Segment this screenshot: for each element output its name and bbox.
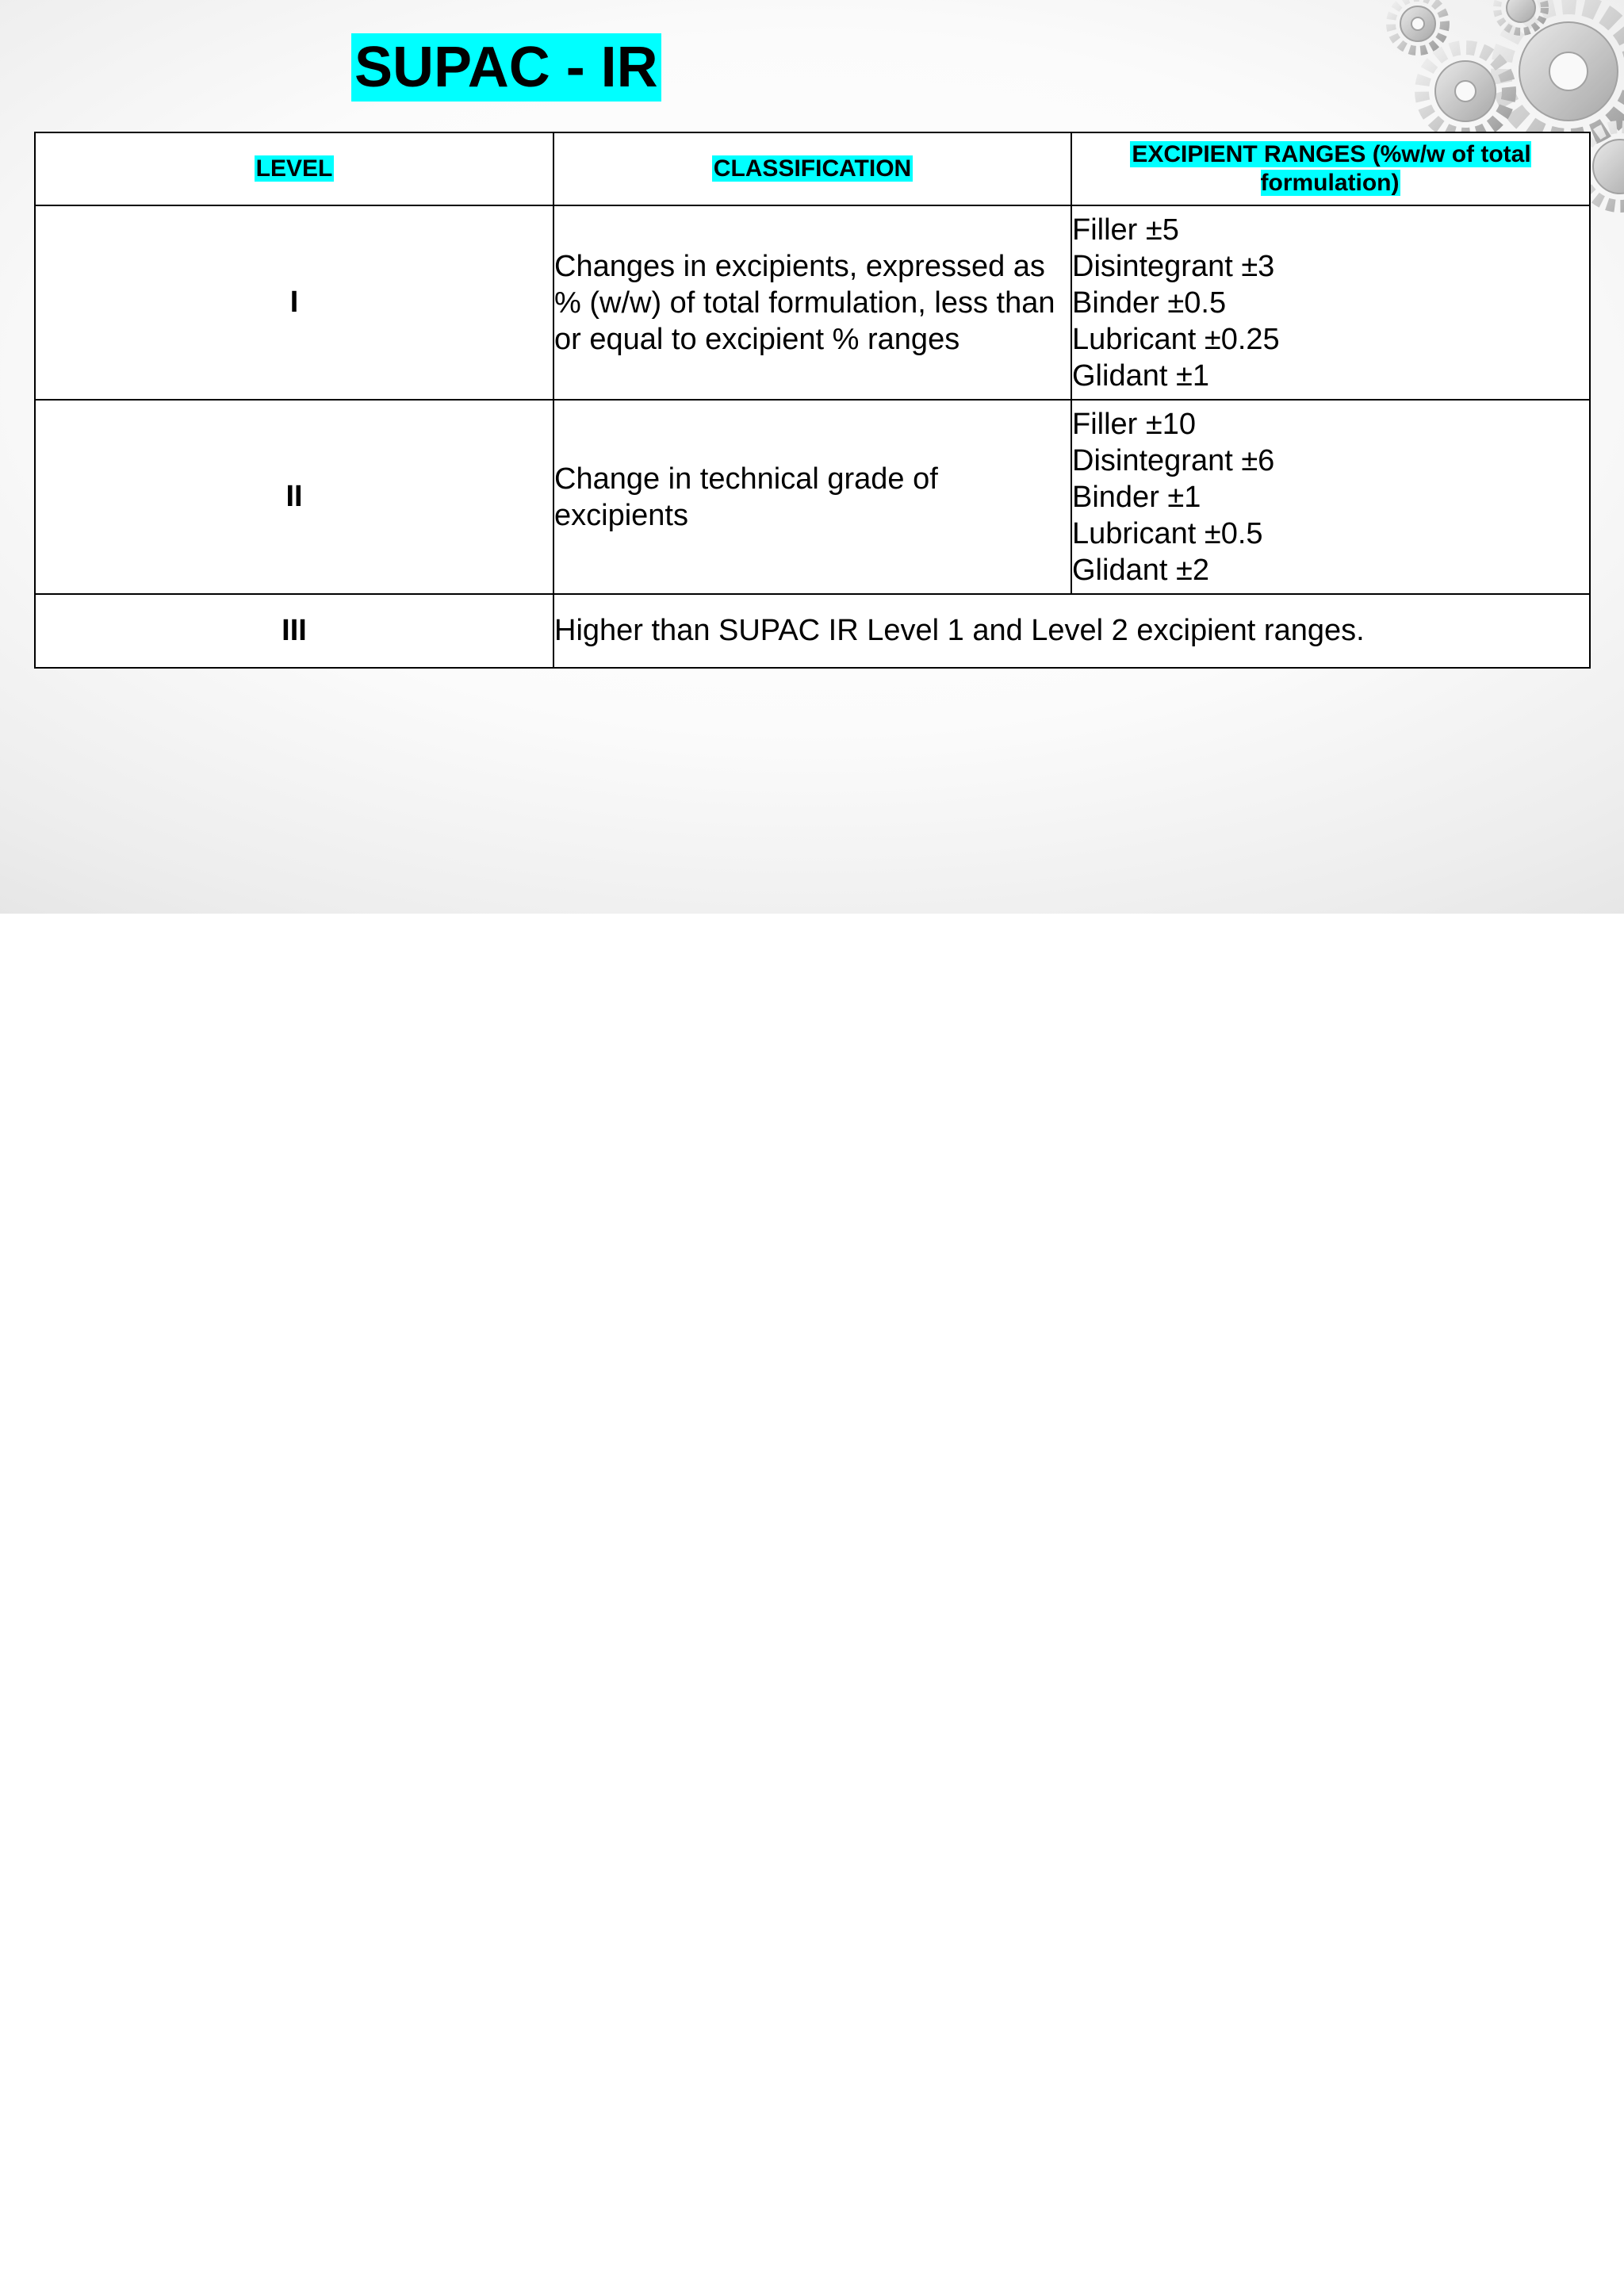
level-cell: II [35,400,553,594]
header-level-label: LEVEL [255,155,333,182]
table-row [35,400,1590,594]
table-header-row [35,132,1590,205]
table-row [35,205,1590,400]
range-item: Filler ±10 [1072,407,1197,441]
supac-ir-table [34,132,1591,669]
range-item: Lubricant ±0.5 [1072,516,1263,550]
header-level [35,132,553,205]
page-title: SUPAC - IR [351,33,661,102]
range-item: Filler ±5 [1072,213,1179,247]
range-item: Glidant ±1 [1072,358,1209,393]
range-item: Binder ±0.5 [1072,286,1227,320]
range-item: Binder ±1 [1072,480,1201,514]
header-ranges-label: EXCIPIENT RANGES (%w/w of total formulation) [1132,141,1531,196]
header-classification-label: CLASSIFICATION [713,155,912,182]
classification-cell: Change in technical grade of excipients [553,400,1071,594]
range-item: Disintegrant ±3 [1072,249,1275,283]
level-cell: III [35,594,553,668]
range-item: Lubricant ±0.25 [1072,322,1280,356]
table-row [35,594,1590,668]
classification-cell: Higher than SUPAC IR Level 1 and Level 2 excipient ranges. [553,594,1590,668]
range-item: Glidant ±2 [1072,553,1209,587]
classification-cell: Changes in excipients, expressed as % (w/w) of total formulation, less than or equal to excipient % ranges [553,205,1071,400]
slide [0,0,1624,914]
level-cell: I [35,205,553,400]
header-classification [553,132,1071,205]
header-ranges [1071,132,1590,205]
range-item: Disintegrant ±6 [1072,443,1275,477]
ranges-cell [1071,205,1590,400]
ranges-cell [1071,400,1590,594]
